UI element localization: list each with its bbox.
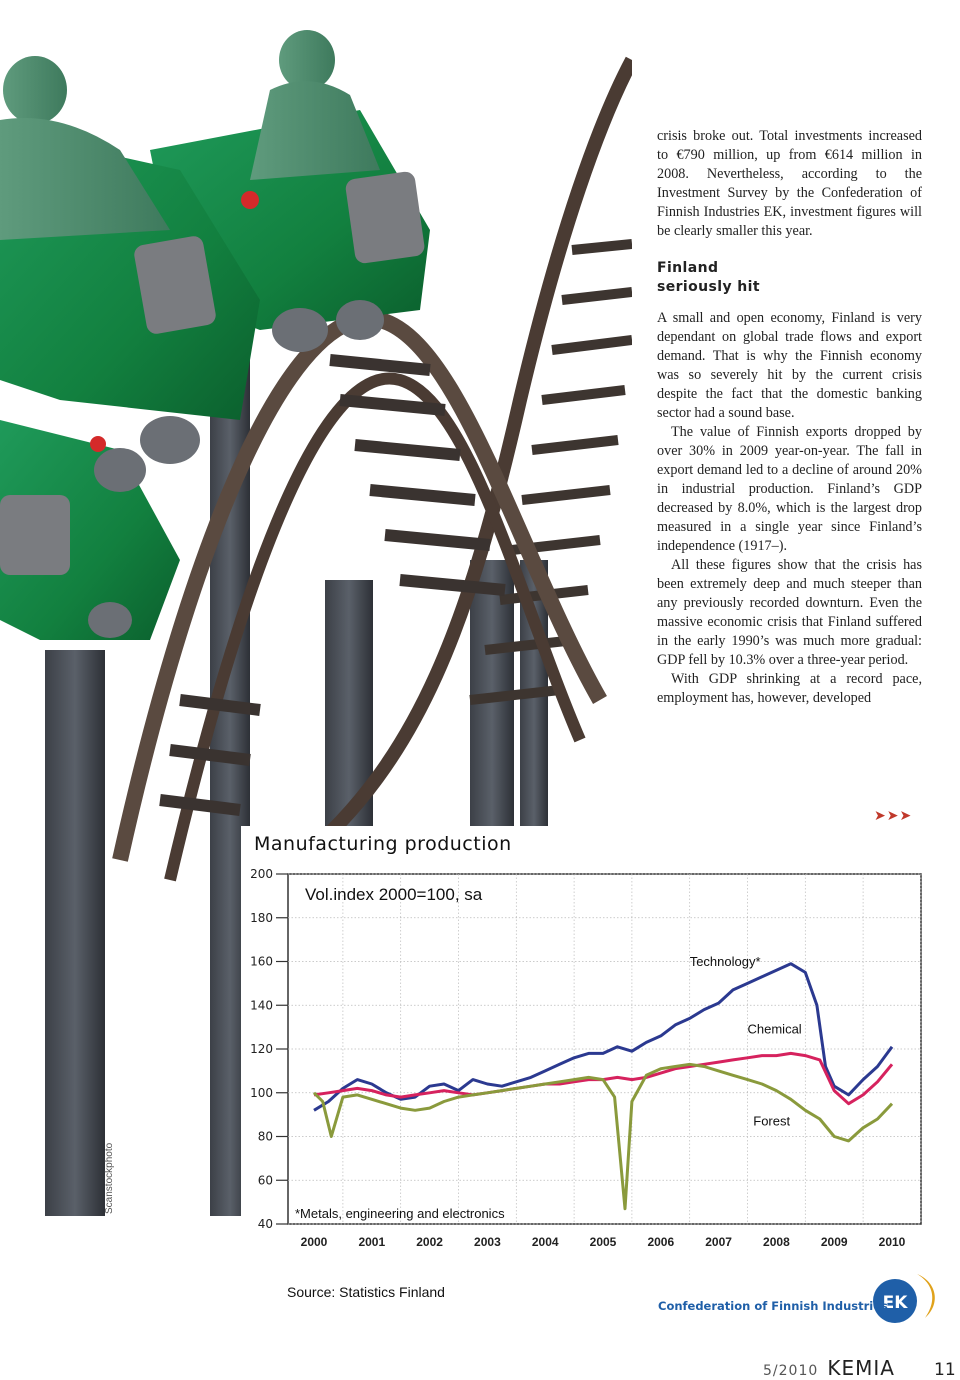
x-tick-label: 2000 [300,1235,328,1249]
y-tick-label: 80 [257,1129,273,1144]
y-tick-label: 60 [257,1173,273,1188]
issue-number: 5/2010 [763,1363,819,1379]
logo-swoosh-icon [917,1274,935,1318]
photo-credit: Scanstockphoto [104,1142,115,1214]
section-heading: Finland seriously hit [657,260,760,295]
series-label: Forest [753,1113,791,1129]
x-tick-label: 2005 [589,1235,617,1249]
article-text-column [657,127,922,708]
y-tick-label: 120 [250,1042,273,1056]
y-tick-label: 100 [250,1085,273,1100]
x-tick-label: 2007 [705,1235,732,1249]
article-paragraph: With GDP shrinking at a record pace, employment has, however, developed [657,671,922,706]
page-number: 11 [934,1360,956,1380]
manufacturing-production-chart [241,858,931,1258]
x-tick-label: 2008 [763,1235,790,1249]
x-tick-label: 2009 [820,1235,848,1249]
x-tick-label: 2010 [878,1235,906,1249]
page-footer [763,1356,956,1380]
article-paragraph: A small and open economy, Finland is very dependant on global trade flows and export demand. That is why the Finnish economy was so severely hit by the current crisis despite the fact that the domestic banking sector had a sound base. [657,310,922,421]
chart-source: Source: Statistics Finland [287,1284,445,1300]
logo-name: Confederation of Finnish Industries [658,1299,888,1313]
article-intro: crisis broke out. Total investments increased to €790 million, up from €614 million in 2008. Nevertheless, according to the Investment Survey by the Confederation of Finnish Industries EK, investment figures will be clearly smaller this year. [657,128,922,239]
y-tick-label: 160 [250,954,273,969]
ek-logo [655,1268,945,1328]
magazine-name: KEMIA [827,1356,895,1380]
article-paragraph: The value of Finnish exports dropped by over 30% in 2009 year-on-year. The fall in export demand led to a decline of around 20% in industrial production. Finland’s GDP decreased by 8.0%, which is the largest drop measured in a single year since Finland’s independence (1917–). [657,424,922,554]
series-label: Technology* [689,953,761,969]
x-tick-label: 2006 [647,1235,675,1249]
article-paragraph: All these figures show that the crisis has been extremely deep and much steeper than any previously recorded downturn. Even the massive economic crisis that Finland suffered in the early 1990’s was much more gradual: GDP fell by 10.3% over a three-year period. [657,557,922,668]
chart-svg [241,858,931,1258]
chart-footnote: *Metals, engineering and electronics [295,1206,505,1221]
x-tick-label: 2003 [474,1235,501,1249]
logo-mark: EK [882,1293,908,1313]
x-tick-label: 2004 [531,1235,559,1249]
series-label: Chemical [747,1021,802,1037]
y-tick-label: 200 [250,867,273,881]
chart-title: Manufacturing production [254,833,512,855]
x-tick-label: 2002 [416,1235,443,1249]
y-tick-label: 140 [250,998,273,1013]
continue-arrows-icon: ➤➤➤ [874,808,913,824]
y-tick-label: 180 [250,910,273,925]
y-tick-label: 40 [257,1217,273,1231]
chart-subtitle: Vol.index 2000=100, sa [305,885,483,904]
x-tick-label: 2001 [358,1235,386,1249]
